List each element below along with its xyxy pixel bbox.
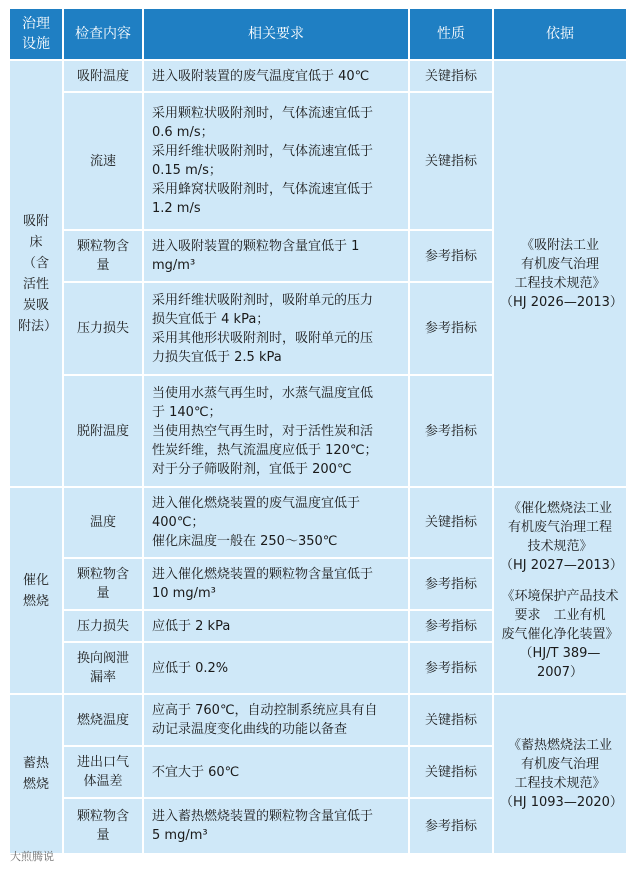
header-row xyxy=(9,8,627,60)
text-line: 进入吸附装置的颗粒物含量宜低于 1 mg/m³ xyxy=(152,239,360,273)
table-row xyxy=(9,694,627,746)
basis-cell xyxy=(493,487,627,694)
item-label: 颗粒物含量 xyxy=(76,809,129,843)
item-label: 进出口气体温差 xyxy=(76,755,129,789)
item-cell xyxy=(63,60,143,92)
header-requirement: 相关要求 xyxy=(143,8,409,60)
item-cell xyxy=(63,558,143,610)
text-line: 进入吸附装置的废气温度宜低于 40℃ xyxy=(152,68,370,84)
nature-cell: 关键指标 xyxy=(409,92,493,230)
text-line: （HJ 1093—2020） xyxy=(500,795,623,810)
inspection-table xyxy=(8,7,628,855)
nature-cell: 参考指标 xyxy=(409,798,493,854)
text-line: 有机废气治理 xyxy=(520,757,599,772)
item-cell xyxy=(63,487,143,558)
text-line: 《蓄热燃烧法工业 xyxy=(507,738,612,753)
basis-cell xyxy=(493,60,627,487)
text-line: 性炭纤维，热气流温度应低于 120℃； xyxy=(152,442,378,458)
text-line: 《催化燃烧法工业 xyxy=(507,501,612,516)
text-line: 采用颗粒状吸附剂时，气体流速宜低于 xyxy=(152,106,374,121)
item-label: 流速 xyxy=(89,153,116,169)
text-line: 应低于 0.2% xyxy=(152,660,229,676)
text-line: 进入催化燃烧装置的颗粒物含量宜低于 xyxy=(152,567,374,582)
item-cell xyxy=(63,375,143,487)
requirement-cell xyxy=(143,487,409,558)
requirement-cell xyxy=(143,230,409,282)
nature-cell: 参考指标 xyxy=(409,558,493,610)
item-cell xyxy=(63,610,143,642)
header-basis: 依据 xyxy=(493,8,627,60)
nature-cell: 关键指标 xyxy=(409,694,493,746)
text-line: 采用纤维状吸附剂时，吸附单元的压力 xyxy=(152,292,374,308)
facility-cell xyxy=(9,694,63,854)
text-line: 要求 工业有机 xyxy=(514,608,606,623)
item-cell xyxy=(63,92,143,230)
requirement-cell xyxy=(143,558,409,610)
text-line: 于 140℃； xyxy=(152,404,222,420)
item-cell xyxy=(63,798,143,854)
nature-cell: 关键指标 xyxy=(409,60,493,92)
item-label: 脱附温度 xyxy=(76,423,129,439)
nature-cell: 参考指标 xyxy=(409,375,493,487)
facility-cell xyxy=(9,60,63,487)
text-line: （HJ/T 389—2007） xyxy=(519,646,601,680)
requirement-cell xyxy=(143,642,409,694)
item-label: 颗粒物含量 xyxy=(76,567,129,601)
text-line: 技术规范》 xyxy=(527,539,593,554)
nature-cell: 参考指标 xyxy=(409,642,493,694)
text-line: 对于分子筛吸附剂，宜低于 200℃ xyxy=(152,461,352,477)
requirement-cell xyxy=(143,375,409,487)
text-line: 10 mg/m³ xyxy=(152,586,216,601)
text-line: 力损失宜低于 2.5 kPa xyxy=(152,349,282,365)
text-line: 5 mg/m³ xyxy=(152,828,208,843)
item-cell xyxy=(63,642,143,694)
header-facility: 治理设施 xyxy=(9,8,63,60)
text-line: 进入催化燃烧装置的废气温度宜低于 xyxy=(152,496,361,511)
requirement-cell xyxy=(143,610,409,642)
text-line: 0.15 m/s； xyxy=(152,163,222,178)
requirement-cell xyxy=(143,282,409,375)
facility-cell xyxy=(9,487,63,694)
table-row xyxy=(9,487,627,558)
item-label: 压力损失 xyxy=(76,618,129,634)
requirement-cell xyxy=(143,746,409,798)
text-line: 0.6 m/s； xyxy=(152,125,214,140)
nature-cell: 参考指标 xyxy=(409,282,493,375)
text-line: 进入蓄热燃烧装置的颗粒物含量宜低于 xyxy=(152,809,374,824)
text-line: 《环境保护产品技术 xyxy=(501,589,619,604)
item-label: 颗粒物含量 xyxy=(76,239,129,273)
requirement-cell xyxy=(143,694,409,746)
item-label: 燃烧温度 xyxy=(76,712,129,728)
text-line: 有机废气治理工程 xyxy=(507,520,612,535)
basis-cell xyxy=(493,694,627,854)
nature-cell: 参考指标 xyxy=(409,610,493,642)
item-label: 吸附温度 xyxy=(76,68,129,84)
text-line: 有机废气治理 xyxy=(520,256,599,272)
text-line xyxy=(500,575,620,587)
text-line: 工程技术规范》 xyxy=(514,275,606,291)
text-line: 采用纤维状吸附剂时，气体流速宜低于 xyxy=(152,144,374,159)
facility-label: 催化燃烧 xyxy=(22,572,49,609)
text-line: 工程技术规范》 xyxy=(514,776,606,791)
text-line: 应低于 2 kPa xyxy=(152,618,231,634)
watermark: 大煎腾说 xyxy=(10,850,54,863)
text-line: 损失宜低于 4 kPa； xyxy=(152,311,270,327)
text-line: 采用蜂窝状吸附剂时，气体流速宜低于 xyxy=(152,182,374,197)
text-line: 采用其他形状吸附剂时，吸附单元的压 xyxy=(152,330,374,346)
text-line: 400℃； xyxy=(152,515,205,530)
requirement-cell xyxy=(143,92,409,230)
nature-cell: 关键指标 xyxy=(409,487,493,558)
item-cell xyxy=(63,694,143,746)
nature-cell: 关键指标 xyxy=(409,746,493,798)
text-line: 不宜大于 60℃ xyxy=(152,764,240,780)
item-label: 温度 xyxy=(89,515,116,530)
text-line: 《吸附法工业 xyxy=(520,237,599,253)
text-line: 当使用水蒸气再生时，水蒸气温度宜低 xyxy=(152,385,374,401)
table-row xyxy=(9,60,627,92)
facility-label: 吸附床（含活性炭吸附法） xyxy=(18,213,58,334)
header-item: 检查内容 xyxy=(63,8,143,60)
item-cell xyxy=(63,746,143,798)
text-line: 催化床温度一般在 250～350℃ xyxy=(152,534,338,549)
text-line: 当使用热空气再生时，对于活性炭和活 xyxy=(152,423,374,439)
item-label: 压力损失 xyxy=(76,321,129,336)
text-line: 1.2 m/s xyxy=(152,201,201,216)
header-nature: 性质 xyxy=(409,8,493,60)
text-line: 应高于 760℃，自动控制系统应具有自 xyxy=(152,703,378,718)
requirement-cell xyxy=(143,798,409,854)
text-line: （HJ 2027—2013） xyxy=(500,558,623,573)
requirement-cell xyxy=(143,60,409,92)
text-line: 动记录温度变化曲线的功能以备查 xyxy=(152,722,348,737)
text-line: 废气催化净化装置》 xyxy=(501,627,619,642)
nature-cell: 参考指标 xyxy=(409,230,493,282)
item-cell xyxy=(63,282,143,375)
item-cell xyxy=(63,230,143,282)
item-label: 换向阀泄漏率 xyxy=(76,651,129,685)
text-line: （HJ 2026—2013） xyxy=(500,294,623,310)
facility-label: 蓄热燃烧 xyxy=(22,756,49,792)
